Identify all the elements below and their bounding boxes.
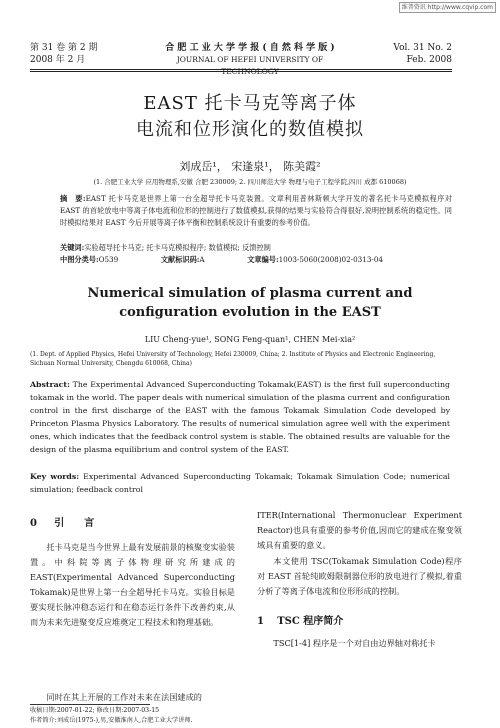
intro-paragraph-3: 本文使用 TSC(Tokamak Simulation Code)程序对 EAST 首轮纯欧姆限制器位形的放电进行了模拟,着重分析了等离子体电流和位形形成的控制。 <box>257 556 462 596</box>
journal-issue <box>30 42 97 66</box>
month-line: Feb. 2008 <box>406 55 452 65</box>
clc-label: 中图分类号: <box>60 255 99 264</box>
section-0-number: 0 <box>30 518 37 529</box>
section-0-heading <box>30 516 235 531</box>
doc-code-label: 文献标识码: <box>160 255 200 264</box>
journal-name-en: JOURNAL OF HEFEI UNIVERSITY OF TECHNOLOGY <box>176 55 324 76</box>
article-id-value: 1003-5060(2008)02-0313-04 <box>278 255 383 264</box>
affiliation-cn: (1. 合肥工业大学 应用物理系,安徽 合肥 230009; 2. 四川师范大学 物理与电子工程学院,四川 成都 610068) <box>93 178 407 186</box>
affiliation-en-line1: (1. Dept. of Applied Physics, Hefei University of Technology, Hefei 230009, China; 2. Institute of Physics and Electronic Engineering, <box>30 351 436 358</box>
affiliation-en <box>30 350 470 368</box>
keywords-en-label: Key words: <box>30 472 80 481</box>
keywords-en-text: Experimental Advanced Superconducting Tokamak; Tokamak Simulation Code; numerical simulation; feedback control <box>30 472 450 494</box>
issue-line: 第 31 卷 第 2 期 <box>30 43 98 53</box>
intro-paragraph-1-cont: 同时在其上开展的工作对未来在法国建成的 <box>46 692 202 702</box>
classification-cn <box>60 254 452 266</box>
title-en-line2: configuration evolution in the EAST <box>119 305 381 320</box>
abstract-en <box>30 378 450 456</box>
abstract-cn-text: EAST 托卡马克是世界上第一台全超导托卡马克装置。文章利用普林斯顿大学开发的著名托卡马克模拟程序对 EAST 的首轮放电中等离子体电流和位形的控制进行了数值模拟,获得的结果与实验符合得很好,说明控制系统的稳定性。同时模拟结果对 EAST 今后开展等离子体平衡和控制系统设计有重要的参考价值。 <box>60 194 452 227</box>
article-id-label: 文章编号: <box>247 255 279 264</box>
keywords-en <box>30 470 450 496</box>
section-1-text: TSC[1-4] 程序是一个对自由边界轴对称托卡 <box>273 638 436 648</box>
keywords-cn-label: 关键词: <box>60 243 85 252</box>
section-0-title: 引 言 <box>54 518 95 529</box>
intro-paragraph-2: ITER(International Thermonuclear Experiment Reactor)也具有重要的参考价值,因而它的建成在聚变领域具有重要的意义。 <box>257 510 462 550</box>
title-en-line1: Numerical simulation of plasma current and <box>87 286 413 301</box>
authors-en: LIU Cheng-yue¹, SONG Feng-quan¹, CHEN Mei-xia² <box>144 335 356 344</box>
journal-volume <box>393 42 452 66</box>
footnote-received: 收稿日期:2007-01-22; 修改日期:2007-03-15 <box>30 707 160 714</box>
clc-value: O539 <box>98 255 119 264</box>
title-cn-line1: EAST 托卡马克等离子体 <box>143 93 357 114</box>
section-1-title: TSC 程序简介 <box>277 616 344 627</box>
keywords-cn <box>60 242 452 254</box>
authors-cn: 刘成岳¹， 宋逢泉¹， 陈美霞² <box>179 160 321 173</box>
keywords-cn-text: 实验超导托卡马克; 托卡马克模拟程序; 数值模拟; 反馈控制 <box>84 243 271 252</box>
section-1-heading <box>257 614 462 629</box>
abstract-en-label: Abstract: <box>30 380 70 389</box>
volume-line: Vol. 31 No. 2 <box>393 43 452 53</box>
journal-name <box>150 42 350 78</box>
date-line: 2008 年 2 月 <box>30 55 86 65</box>
footnote-author: 作者简介:刘成岳(1975-),男,安徽淮南人,合肥工业大学讲师. <box>30 717 193 724</box>
title-cn-line2: 电流和位形演化的数值模拟 <box>136 119 364 140</box>
footnote-rule <box>30 704 150 705</box>
affiliation-en-line2: Sichuan Normal University, Chengdu 610068, China) <box>30 360 192 367</box>
abstract-cn <box>60 193 452 229</box>
header-rule <box>30 69 452 70</box>
journal-name-cn: 合 肥 工 业 大 学 学 报 ( 自 然 科 学 版 ) <box>165 43 335 53</box>
doc-code-value: A <box>199 255 205 264</box>
abstract-cn-label: 摘 要: <box>60 194 86 203</box>
intro-paragraph-1: 托卡马克是当今世界上最有发展前景的核聚变实验装置。中科院等离子体物理研究所建成的 EAST(Experimental Advanced Superconducting Tokamak)是世界上第一台全超导托卡马克。实验目标是要实现长脉冲稳态运行和在稳态运行条件下改善约束,从而为未来先进聚变反应堆奠定工程技术和物理基础。 <box>30 542 235 627</box>
watermark-stamp: 维普资讯 http://www.cqvip.com <box>399 2 496 13</box>
section-1-number: 1 <box>257 616 264 627</box>
header-rule-2 <box>30 71 452 72</box>
abstract-en-text: The Experimental Advanced Superconducting Tokamak(EAST) is the first full superconducting tokamak in the world. The paper deals with numerical simulation of the plasma current and configuration control in the first discharge of the EAST with the famous Tokamak Simulation Code developed by Princeton Plasma Physics Laboratory. The results of numerical simulation agree well with the experiment ones, which indicates that the feedback control system is stable. The obtained results are valuable for the design of the plasma equilibrium and control system of the EAST. <box>30 380 450 454</box>
